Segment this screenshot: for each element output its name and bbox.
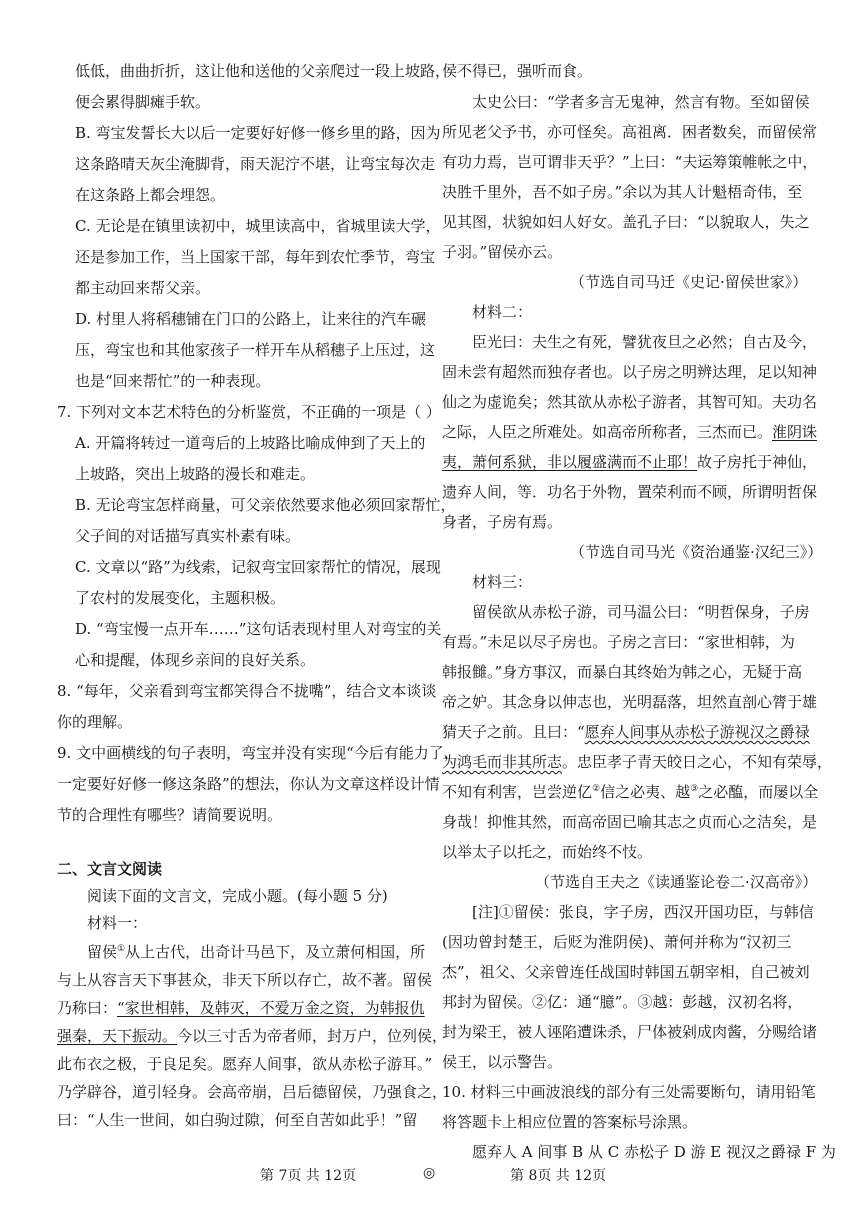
q7-option-b-line-2: 父子间的对话描写真实朴素有味。: [75, 527, 301, 545]
material2-line-4: [442, 422, 817, 442]
material2-line-4-a: 之际，人臣之所难处。如高帝所称者，三杰而已。: [442, 423, 773, 441]
material1-underlined-2: 强秦，天下振动。: [57, 1027, 178, 1045]
footer-left-page-number: 第 7页 共 12页: [260, 1168, 357, 1184]
q6-option-c-line-3: 都主动回来帮父亲。: [75, 279, 211, 297]
material2-line-5-b: 故子房托于神仙，: [697, 453, 818, 471]
q7-option-b-line-1: B. 无论弯宝怎样商量，可父亲依然要求他必须回家帮忙，: [75, 496, 456, 514]
q7-option-c-line-1: C. 文章以“路”为线索，记叙弯宝回家帮忙的情况，展现: [75, 558, 441, 576]
q10-line-3: 愿弃人 A 间事 B 从 C 赤松子 D 游 E 视汉之爵禄 F 为: [472, 1143, 836, 1161]
q6-option-b-line-2: 这条路晴天灰尘淹脚背，雨天泥泞不堪，让弯宝每次走: [75, 155, 436, 173]
q10-line-1: 10. 材料三中画波浪线的部分有三处需要断句，请用铅笔: [442, 1083, 816, 1101]
material1-line-3: [57, 998, 425, 1018]
material1-line-5: 此布衣之极，于良足矣。愿弃人间事，欲从赤松子游耳。”: [57, 1055, 433, 1073]
source-3: （节选自王夫之《读通鉴论卷二·汉高帝》）: [535, 873, 818, 891]
r-line-4: 有功力焉，岂可谓非天乎？”上曰：“夫运筹策帷帐之中，: [442, 153, 818, 171]
q6-option-b-line-3: 在这条路上都会埋怨。: [75, 186, 226, 204]
source-1: （节选自司马迁《史记·留侯世家》）: [570, 273, 808, 291]
r-line-1: 侯不得已，强听而食。: [442, 62, 593, 80]
q6-option-a-cont-line-1: 低低，曲曲折折，这让他和送他的父亲爬过一段上坡路，: [75, 62, 451, 80]
footer-center-mark: ◎: [423, 1165, 436, 1181]
q7-option-a-line-1: A. 开篇将转过一道弯后的上坡路比喻成伸到了天上的: [75, 434, 426, 452]
material3-wavy-2: 为鸿毛而非其所志: [442, 753, 563, 771]
material3-line-7: [442, 782, 818, 802]
q6-option-d-line-1: D. 村里人将稻穗铺在门口的公路上，让来往的汽车碾: [75, 310, 427, 328]
material2-title: 材料二：: [472, 303, 533, 321]
material2-line-1: 臣光曰：夫生之有死，譬犹夜旦之必然；自古及今，: [472, 333, 818, 351]
instruction: 阅读下面的文言文，完成小题。(每小题 5 分): [87, 887, 388, 905]
material1-line-2: 与上从容言天下事甚众，非天下所以存亡，故不著。留侯: [57, 971, 433, 989]
material1-line-1: [87, 942, 425, 962]
r-line-3: 所见老父予书，亦可怪矣。高祖离．困者数矣，而留侯常: [442, 123, 818, 141]
material2-line-6: 遗弃人间，等．功名于外物，置荣利而不顾，所谓明哲保: [442, 483, 818, 501]
q9-line-3: 节的合理性有哪些？请简要说明。: [57, 806, 283, 824]
q6-option-a-cont-line-2: 便会累得脚瘫手软。: [75, 93, 211, 111]
material3-line-6-b: 。忠臣孝子青天皎日之心，不知有荣辱，: [562, 753, 833, 771]
material3-line-2: 有焉。”未足以尽子房也。子房之言曰：“家世相韩，为: [442, 633, 795, 651]
note-line-6: 侯王，以示警告。: [442, 1053, 563, 1071]
footer-right-page-number: 第 8页 共 12页: [510, 1168, 607, 1184]
q6-option-c-line-2: 还是参加工作，当上国家干部，每年到农忙季节，弯宝: [75, 248, 436, 266]
material2-underlined-2: 夷，萧何系狱，非以履盛满而不止耶！: [442, 453, 698, 471]
material3-line-5: [442, 722, 810, 742]
q6-option-d-line-3: 也是“回来帮忙”的一种表现。: [75, 372, 271, 390]
q7-option-d-line-1: D. “弯宝慢一点开车……”这句话表现村里人对弯宝的关: [75, 620, 442, 638]
note-line-1: [注]①留侯：张良，字子房，西汉开国功臣，与韩信: [472, 903, 814, 921]
q8-line-1: 8. “每年，父亲看到弯宝都笑得合不拢嘴”，结合文本谈谈: [57, 682, 437, 700]
q10-line-2: 将答题卡上相应位置的答案标号涂黑。: [442, 1113, 698, 1131]
source-2: （节选自司马光《资治通鉴·汉纪三》）: [570, 543, 823, 561]
material3-line-1: 留侯欲从赤松子游，司马温公曰：“明哲保身，子房: [472, 603, 810, 621]
footnote-ref-3: ③: [690, 784, 699, 794]
material1-title: 材料一：: [87, 914, 148, 932]
q7-option-d-line-2: 心和提醒，体现乡亲间的良好关系。: [75, 651, 316, 669]
material3-line-9: 以举太子以托之，而始终不忮。: [442, 843, 653, 861]
note-line-4: 邦封为留侯。②亿：通“臆”。③越：彭越，汉初名将，: [442, 993, 803, 1011]
q6-option-d-line-2: 压，弯宝也和其他家孩子一样开车从稻穗子上压过，这: [75, 341, 436, 359]
material3-line-7-a: 不知有利害，岂尝逆亿: [442, 783, 593, 801]
material3-line-4: 帝之妒。其念身以伸志也，光明磊落，坦然直剖心膂于雄: [442, 693, 818, 711]
q9-line-1: 9. 文中画横线的句子表明，弯宝并没有实现“今后有能力了，: [57, 744, 459, 762]
note-line-3: 杰”，祖父、父亲曾连任战国时韩国五朝宰相，自己被刘: [442, 963, 810, 981]
material3-line-5-a: 猜天子之前。且曰：“: [442, 723, 585, 741]
q9-line-2: 一定要好好修一修这条路”的想法，你认为文章这样设计情: [57, 775, 440, 793]
material1-line-4: [57, 1026, 447, 1046]
r-line-2: 太史公曰：“学者多言无鬼神，然言有物。至如留侯: [472, 93, 810, 111]
material2-line-3: 仙之为虚诡矣；然其欲从赤松子游者，其智可知。夫功名: [442, 393, 818, 411]
q7-option-a-line-2: 上坡路，突出上坡路的漫长和难走。: [75, 465, 316, 483]
material1-line-1-a: 留侯: [87, 943, 118, 961]
material3-line-7-b: 信之必夷、越: [600, 783, 691, 801]
footnote-ref-2: ②: [592, 784, 601, 794]
material1-line-3-a: 乃称曰：: [57, 999, 118, 1017]
material1-line-1-b: 从上古代，出奇计马邑下，及立萧何相国，所: [125, 943, 426, 961]
material3-line-3: 韩报雠。”身方事汉，而暴白其终始为韩之心，无疑于高: [442, 663, 803, 681]
material3-title: 材料三：: [472, 573, 533, 591]
note-line-5: 封为梁王，被人诬陷遭诛杀，尸体被剁成肉酱，分赐给诸: [442, 1023, 818, 1041]
material1-line-6: 乃学辟谷，道引轻身。会高帝崩，吕后德留侯，乃强食之，: [57, 1083, 448, 1101]
q6-option-c-line-1: C. 无论是在镇里读初中，城里读高中，省城里读大学，: [75, 217, 441, 235]
q7-option-c-line-2: 了农村的发展变化，主题积极。: [75, 589, 286, 607]
material1-line-4-b: 今以三寸舌为帝者师，封万户，位列侯，: [177, 1027, 448, 1045]
material2-line-5: [442, 452, 817, 472]
note-line-2: (因功曾封楚王，后贬为淮阴侯)、萧何并称为“汉初三: [442, 933, 792, 951]
q7-stem: 7. 下列对文本艺术特色的分析鉴赏，不正确的一项是（ ）: [57, 403, 441, 421]
q6-option-b-line-1: B. 弯宝发誓长大以后一定要好好修一修乡里的路，因为: [75, 124, 441, 142]
r-line-6: 见其图，状貌如妇人好女。盖孔子曰：“以貌取人，失之: [442, 213, 810, 231]
q8-line-2: 你的理解。: [57, 713, 133, 731]
material3-line-8: 身哉！抑惟其然，而高帝固已喻其志之贞而心之洁矣，是: [442, 813, 818, 831]
r-line-7: 子羽。”留侯亦云。: [442, 243, 563, 261]
r-line-5: 决胜千里外，吾不如子房。”余以为其人计魁梧奇伟，至: [442, 183, 803, 201]
material3-wavy-1: 愿弃人间事从赤松子游视汉之爵禄: [584, 723, 810, 741]
material2-line-2: 固未尝有超然而独存者也。以子房之明辨达理，足以知神: [442, 363, 818, 381]
material2-line-7: 身者，子房有焉。: [442, 513, 563, 531]
section-title: 二、文言文阅读: [57, 860, 163, 878]
footnote-ref-1: ①: [117, 944, 126, 954]
material2-underlined-1: 淮阴诛: [772, 423, 818, 441]
material3-line-6: [442, 752, 832, 772]
material1-underlined-1: “家世相韩，及韩灭，不爱万金之资，为韩报仇: [117, 999, 425, 1017]
material3-line-7-c: 之必醢，而屡以全: [698, 783, 819, 801]
material1-line-7: 曰：“人生一世间，如白驹过隙，何至自苦如此乎！”留: [57, 1111, 418, 1129]
